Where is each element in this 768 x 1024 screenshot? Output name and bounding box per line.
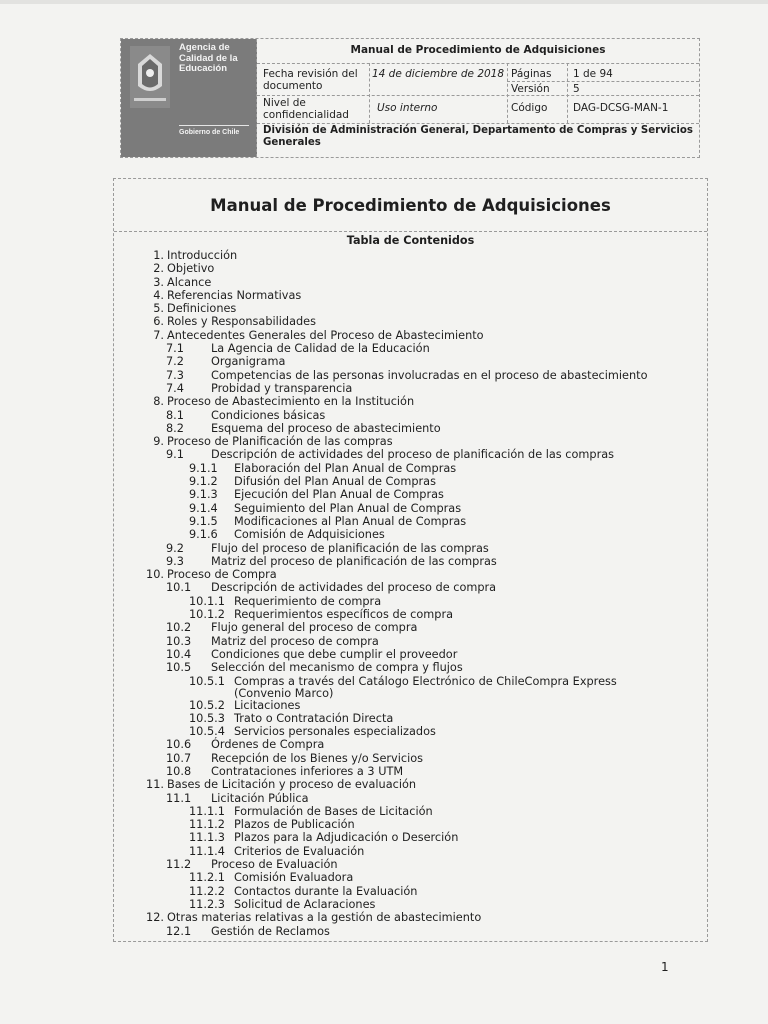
toc-entry-number: 10.7 [166, 751, 192, 765]
toc-entry-title: Servicios personales especializados [234, 725, 436, 739]
toc-entry-number: 10.1.2 [189, 608, 225, 622]
toc-entry [114, 818, 707, 831]
codigo-value: DAG-DCSG-MAN-1 [573, 102, 669, 114]
toc-entry [114, 712, 707, 725]
toc-entry-number: 10.5.1 [189, 674, 225, 688]
toc-entry-title: Alcance [167, 275, 212, 289]
toc-entry-title: Comisión Evaluadora [234, 871, 354, 885]
document-header [120, 38, 700, 158]
toc-entry-number: 10.8 [166, 764, 192, 778]
toc-entry [114, 568, 707, 581]
toc-entry-number: 9. [153, 435, 164, 449]
toc-entry [114, 289, 707, 302]
toc-entry [114, 752, 707, 765]
toc-entry [114, 595, 707, 608]
toc-entry [114, 342, 707, 355]
agency-name-line: Calidad de la [179, 52, 238, 64]
toc-entry [114, 911, 707, 924]
toc-entry-number: 10. [146, 568, 164, 582]
toc-entry [114, 435, 707, 448]
toc-entry-title: Comisión de Adquisiciones [234, 528, 385, 542]
toc-entry [114, 475, 707, 488]
toc-entry-title: Condiciones básicas [211, 408, 326, 422]
toc-entry-number: 7.3 [166, 368, 184, 382]
toc-entry-number: 9.1.2 [189, 475, 218, 489]
toc-entry-title: Proceso de Compra [167, 568, 277, 582]
toc-entry-title: Plazos de Publicación [234, 818, 355, 832]
toc-entry-title: Matriz del proceso de compra [211, 634, 379, 648]
toc-title: Tabla de Contenidos [346, 234, 475, 247]
toc-entry [114, 898, 707, 911]
toc-entry-title: Licitación Pública [211, 791, 309, 805]
divider [507, 81, 699, 82]
toc-entry [114, 315, 707, 328]
toc-entry-number: 7.1 [166, 342, 184, 356]
toc-entry-title: Requerimientos específicos de compra [234, 608, 454, 622]
fecha-value: 14 de diciembre de 2018 [371, 68, 505, 80]
toc-entry-number: 11.1.4 [189, 844, 225, 858]
toc-entry-title: Contactos durante la Evaluación [234, 884, 418, 898]
divider [507, 63, 508, 123]
division-text: División de Administración General, Departamento de Compras y Servicios Generales [263, 125, 693, 148]
toc-entry-number: 10.5.3 [189, 711, 225, 725]
toc-entry-number: 2. [153, 262, 164, 276]
toc-entry-title: Contrataciones inferiores a 3 UTM [211, 764, 404, 778]
toc-entry [114, 648, 707, 661]
toc-entry [114, 555, 707, 568]
fecha-label: Fecha revisión del documento [263, 68, 358, 92]
toc-entry [114, 355, 707, 368]
toc-entry-number: 3. [153, 275, 164, 289]
toc-entry-title: Compras a través del Catálogo Electrónico de ChileCompra Express [234, 674, 617, 688]
toc-entry-number: 12. [146, 911, 164, 925]
toc-entry [114, 675, 707, 699]
toc-entry-title-continued: (Convenio Marco) [234, 686, 334, 700]
toc-entry-number: 11.2 [166, 858, 192, 872]
toc-entry-title: Organigrama [211, 355, 286, 369]
toc-entry-number: 10.6 [166, 738, 192, 752]
toc-entry-title: Elaboración del Plan Anual de Compras [234, 461, 457, 475]
toc-entry [114, 382, 707, 395]
toc-entry [114, 395, 707, 408]
toc-entry-number: 10.5.4 [189, 725, 225, 739]
toc-entry-title: Definiciones [167, 302, 237, 316]
paginas-label: Páginas [511, 68, 552, 80]
toc-entry [114, 488, 707, 501]
toc-entry-number: 8.2 [166, 421, 184, 435]
toc-entry-title: Modificaciones al Plan Anual de Compras [234, 514, 467, 528]
toc-entry-title: Proceso de Evaluación [211, 858, 338, 872]
toc-entry-number: 10.5 [166, 661, 192, 675]
toc-entry [114, 262, 707, 275]
toc-entry-title: Formulación de Bases de Licitación [234, 804, 433, 818]
toc-entry-title: Flujo del proceso de planificación de las compras [211, 541, 489, 555]
toc-entry-title: Requerimiento de compra [234, 594, 382, 608]
toc-entry-title: Proceso de Abastecimiento en la Institución [167, 395, 415, 409]
toc-entry-number: 9.1.5 [189, 514, 218, 528]
toc-entry-number: 12.1 [166, 924, 192, 938]
toc-entry [114, 871, 707, 884]
table-of-contents [114, 249, 707, 938]
divider [257, 123, 699, 124]
toc-entry-number: 11.2.2 [189, 884, 225, 898]
toc-entry-number: 10.5.2 [189, 698, 225, 712]
toc-entry-title: Esquema del proceso de abastecimiento [211, 421, 441, 435]
toc-entry-title: Proceso de Planificación de las compras [167, 435, 393, 449]
toc-entry-number: 9.3 [166, 554, 184, 568]
toc-entry [114, 661, 707, 674]
toc-entry [114, 845, 707, 858]
toc-entry-title: Referencias Normativas [167, 288, 302, 302]
paginas-value: 1 de 94 [573, 68, 613, 80]
toc-entry [114, 369, 707, 382]
toc-entry-number: 7. [153, 328, 164, 342]
divider [114, 231, 707, 232]
toc-entry-title: Antecedentes Generales del Proceso de Abastecimiento [167, 328, 484, 342]
toc-entry-number: 7.4 [166, 381, 184, 395]
toc-entry-title: Trato o Contratación Directa [234, 711, 394, 725]
toc-entry-title: Solicitud de Aclaraciones [234, 897, 376, 911]
toc-entry-title: Recepción de los Bienes y/o Servicios [211, 751, 424, 765]
toc-entry [114, 422, 707, 435]
government-label: Gobierno de Chile [179, 129, 240, 136]
toc-entry-number: 11.2.1 [189, 871, 225, 885]
toc-entry [114, 329, 707, 342]
toc-entry-number: 9.1.4 [189, 501, 218, 515]
toc-entry [114, 462, 707, 475]
version-value: 5 [573, 83, 580, 95]
divider [257, 95, 699, 96]
toc-entry-title: Descripción de actividades del proceso de planificación de las compras [211, 448, 615, 462]
toc-entry-number: 6. [153, 315, 164, 329]
toc-entry-title: Matriz del proceso de planificación de las compras [211, 554, 497, 568]
toc-entry [114, 831, 707, 844]
toc-entry-number: 9.1.1 [189, 461, 218, 475]
toc-entry [114, 925, 707, 938]
toc-entry-title: Órdenes de Compra [211, 738, 325, 752]
toc-entry-title: La Agencia de Calidad de la Educación [211, 342, 430, 356]
toc-entry-number: 11.2.3 [189, 897, 225, 911]
toc-entry [114, 635, 707, 648]
toc-entry-title: Difusión del Plan Anual de Compras [234, 475, 436, 489]
toc-entry-number: 9.1.6 [189, 528, 218, 542]
toc-entry [114, 699, 707, 712]
toc-entry-title: Plazos para la Adjudicación o Deserción [234, 831, 459, 845]
toc-entry [114, 581, 707, 594]
coat-of-arms-icon [130, 46, 170, 108]
toc-entry-title: Probidad y transparencia [211, 381, 353, 395]
page-title: Manual de Procedimiento de Adquisiciones [210, 196, 611, 215]
toc-entry-number: 10.1 [166, 581, 192, 595]
toc-entry-title: Ejecución del Plan Anual de Compras [234, 488, 444, 502]
toc-entry [114, 858, 707, 871]
toc-entry [114, 515, 707, 528]
toc-entry-title: Competencias de las personas involucradas en el proceso de abastecimiento [211, 368, 648, 382]
toc-entry-title: Introducción [167, 249, 238, 262]
toc-entry [114, 792, 707, 805]
toc-entry-number: 11. [146, 778, 164, 792]
toc-entry-number: 10.2 [166, 621, 192, 635]
toc-entry [114, 778, 707, 791]
toc-entry-title: Criterios de Evaluación [234, 844, 365, 858]
agency-logo [121, 39, 257, 157]
divider [567, 63, 568, 123]
toc-entry-title: Seguimiento del Plan Anual de Compras [234, 501, 462, 515]
toc-entry-number: 1. [153, 249, 164, 262]
toc-entry-title: Roles y Responsabilidades [167, 315, 317, 329]
toc-entry [114, 409, 707, 422]
scan-edge [0, 0, 768, 4]
toc-entry [114, 738, 707, 751]
toc-entry-number: 9.2 [166, 541, 184, 555]
toc-entry-number: 9.1 [166, 448, 184, 462]
agency-name-line: Educación [179, 63, 228, 74]
toc-entry-number: 4. [153, 288, 164, 302]
toc-entry [114, 542, 707, 555]
toc-entry [114, 276, 707, 289]
agency-name-line: Agencia de [179, 42, 230, 53]
content-box [113, 178, 708, 942]
codigo-label: Código [511, 102, 548, 114]
header-title: Manual de Procedimiento de Adquisiciones [257, 39, 699, 64]
toc-entry-title: Flujo general del proceso de compra [211, 621, 418, 635]
toc-entry-title: Otras materias relativas a la gestión de abastecimiento [167, 911, 482, 925]
logo-divider [179, 125, 249, 126]
toc-entry-number: 5. [153, 302, 164, 316]
toc-entry [114, 302, 707, 315]
toc-entry-number: 8.1 [166, 408, 184, 422]
toc-entry-number: 10.3 [166, 634, 192, 648]
toc-entry-title: Condiciones que debe cumplir el proveedor [211, 647, 458, 661]
toc-entry-number: 11.1 [166, 791, 192, 805]
nivel-value: Uso interno [377, 102, 438, 114]
toc-entry [114, 725, 707, 738]
toc-entry-number: 11.1.1 [189, 804, 225, 818]
toc-entry-title: Licitaciones [234, 698, 301, 712]
toc-entry [114, 885, 707, 898]
divider [369, 63, 370, 123]
toc-entry-title: Descripción de actividades del proceso de compra [211, 581, 497, 595]
toc-entry-number: 10.1.1 [189, 594, 225, 608]
toc-entry-number: 8. [153, 395, 164, 409]
toc-entry-number: 7.2 [166, 355, 184, 369]
toc-entry-title: Bases de Licitación y proceso de evaluación [167, 778, 417, 792]
toc-entry [114, 528, 707, 541]
toc-entry [114, 765, 707, 778]
agency-name [179, 43, 255, 75]
toc-entry [114, 608, 707, 621]
toc-entry [114, 502, 707, 515]
version-label: Versión [511, 83, 550, 95]
nivel-label: Nivel de confidencialidad [263, 97, 349, 121]
toc-entry-title: Gestión de Reclamos [211, 924, 330, 938]
page-number: 1 [661, 960, 669, 974]
toc-entry-number: 11.1.2 [189, 818, 225, 832]
toc-entry-title: Objetivo [167, 262, 215, 276]
toc-entry [114, 805, 707, 818]
toc-entry-title: Selección del mecanismo de compra y flujos [211, 661, 463, 675]
toc-entry [114, 448, 707, 461]
toc-entry-number: 9.1.3 [189, 488, 218, 502]
toc-entry-number: 11.1.3 [189, 831, 225, 845]
toc-entry-number: 10.4 [166, 647, 192, 661]
toc-entry [114, 249, 707, 262]
toc-entry [114, 621, 707, 634]
